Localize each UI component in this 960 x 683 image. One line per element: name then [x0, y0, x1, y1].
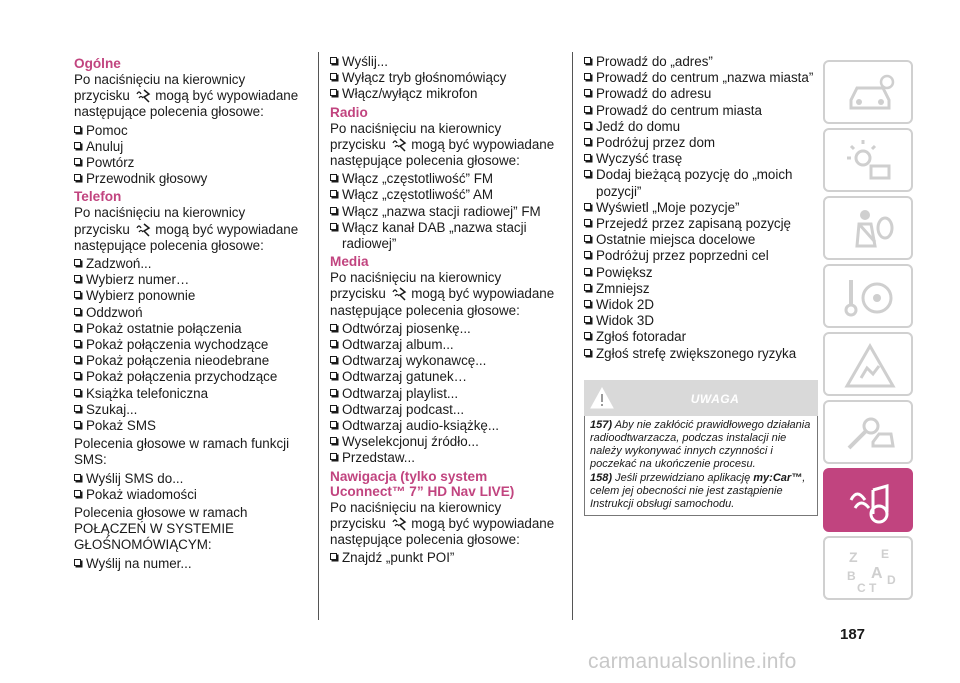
list-item: Wyłącz tryb głośnomówiący: [330, 70, 558, 86]
index-letter: Z: [849, 549, 858, 565]
alphabet-index-icon: [843, 546, 897, 594]
section-general: [74, 56, 302, 187]
list-item: Pokaż SMS: [74, 418, 302, 434]
list-item: Wyselekcjonuj źródło...: [330, 434, 558, 450]
section-intro: Po naciśnięciu na kierownicy przycisku mogą być wypowiadane następujące polecenia głosowe:: [74, 72, 299, 120]
list-item: Przewodnik głosowy: [74, 171, 302, 187]
section-phone: [74, 189, 302, 571]
list-item: Anuluj: [74, 139, 302, 155]
list-item: Włącz/wyłącz mikrofon: [330, 86, 558, 102]
warning-note-1: 157) Aby nie zakłócić prawidłowego działania radioodtwarzacza, podczas instalacji nie należy wykonywać innych czynności i poczekać na ukończenie procesu.: [590, 418, 811, 471]
warning-title: UWAGA: [690, 391, 740, 406]
warning-body: [584, 416, 818, 516]
tab-index[interactable]: [823, 536, 913, 600]
section-intro: Po naciśnięciu na kierownicy przycisku mogą być wypowiadane następujące polecenia głosowe:: [330, 120, 555, 169]
list-item: Pokaż połączenia nieodebrane: [74, 353, 302, 369]
command-list: [74, 256, 302, 434]
list-item: Powiększ: [584, 265, 820, 281]
list-item: Włącz kanał DAB „nazwa stacji radiowej”: [330, 220, 558, 252]
list-item: Odtwórzaj piosenkę...: [330, 321, 558, 337]
command-list: [74, 556, 302, 572]
list-item: Podróżuj przez dom: [584, 135, 820, 151]
command-list: [330, 54, 558, 103]
list-item: Wyczyść trasę: [584, 151, 820, 167]
section-heading: Ogólne: [74, 56, 121, 71]
list-item: Przejedź przez zapisaną pozycję: [584, 216, 820, 232]
column-3: [584, 54, 820, 516]
index-letter: E: [881, 547, 890, 561]
list-item: Wybierz ponownie: [74, 288, 302, 304]
command-list: [330, 321, 558, 467]
command-list: [584, 54, 820, 362]
list-item: Ostatnie miejsca docelowe: [584, 232, 820, 248]
list-item: Pokaż połączenia wychodzące: [74, 337, 302, 353]
list-item: Pokaż ostatnie połączenia: [74, 321, 302, 337]
list-item: Znajdź „punkt POI”: [330, 550, 558, 566]
index-letter: D: [887, 573, 896, 587]
list-item: Wyślij SMS do...: [74, 471, 302, 487]
tab-lights[interactable]: [823, 128, 913, 192]
voice-command-icon: [391, 517, 407, 531]
lights-icon: [843, 138, 897, 186]
list-item: Odtwarzaj podcast...: [330, 402, 558, 418]
tab-emergency[interactable]: [823, 332, 913, 396]
command-list: [74, 471, 302, 503]
command-list: [330, 171, 558, 252]
warning-triangle-icon: [843, 342, 897, 390]
watermark: carmanualsonline.info: [588, 650, 797, 673]
column-1: [74, 54, 302, 574]
list-item: Podróżuj przez poprzedni cel: [584, 248, 820, 264]
command-list: [74, 123, 302, 188]
list-item: Jedź do domu: [584, 119, 820, 135]
tab-dashboard[interactable]: [823, 60, 913, 124]
section-media: [330, 254, 558, 466]
list-item: Dodaj bieżącą pozycję do „moich pozycji”: [584, 167, 820, 199]
section-heading: Telefon: [74, 189, 122, 205]
command-list: [330, 550, 558, 566]
index-letter: T: [869, 581, 877, 594]
list-item: Odtwarzaj album...: [330, 337, 558, 353]
voice-command-icon: [135, 223, 151, 237]
chapter-tabs: [823, 60, 913, 604]
section-intro: Po naciśnięciu na kierownicy przycisku mogą być wypowiadane następujące polecenia głosowe:: [330, 499, 555, 548]
list-item: Włącz „nazwa stacji radiowej” FM: [330, 204, 558, 220]
tab-safety[interactable]: [823, 196, 913, 260]
section-heading: Media: [330, 254, 369, 270]
key-steering-icon: [843, 274, 897, 322]
index-letter: C: [857, 581, 866, 594]
list-item: Odtwarzaj wykonawcę...: [330, 353, 558, 369]
index-letter: A: [871, 565, 883, 582]
car-dashboard-icon: [843, 70, 897, 118]
voice-command-icon: [391, 138, 407, 152]
index-letter: B: [847, 569, 856, 583]
page-number: 187: [840, 626, 866, 643]
warning-header: [584, 380, 818, 416]
tab-starting[interactable]: [823, 264, 913, 328]
list-item: Odtwarzaj playlist...: [330, 386, 558, 402]
list-item: Przedstaw...: [330, 450, 558, 466]
handsfree-text: Polecenia głosowe w ramach POŁĄCZEŃ W SYSTEMIE GŁOŚNOMÓWIĄCYM:: [74, 505, 248, 553]
list-item: Włącz „częstotliwość” AM: [330, 187, 558, 203]
list-item: Zgłoś strefę zwiększonego ryzyka: [584, 346, 820, 362]
section-intro: Po naciśnięciu na kierownicy przycisku mogą być wypowiadane następujące polecenia głosowe:: [74, 205, 299, 253]
list-item: Prowadź do centrum „nazwa miasta”: [584, 70, 820, 86]
list-item: Szukaj...: [74, 402, 302, 418]
list-item: Zadzwoń...: [74, 256, 302, 272]
section-heading: Radio: [330, 104, 368, 120]
list-item: Wyślij...: [330, 54, 558, 70]
column-divider: [572, 52, 573, 620]
tools-car-icon: [843, 410, 897, 458]
list-item: Zmniejsz: [584, 281, 820, 297]
column-2: [330, 54, 558, 568]
seatbelt-airbag-icon: [843, 206, 897, 254]
list-item: Zgłoś fotoradar: [584, 329, 820, 345]
list-item: Książka telefoniczna: [74, 386, 302, 402]
sms-text: Polecenia głosowe w ramach funkcji SMS:: [74, 436, 290, 468]
list-item: Pokaż połączenia przychodzące: [74, 369, 302, 385]
list-item: Włącz „częstotliwość” FM: [330, 171, 558, 187]
list-item: Pomoc: [74, 123, 302, 139]
column-divider: [318, 52, 319, 620]
list-item: Odtwarzaj gatunek…: [330, 369, 558, 385]
list-item: Prowadź do centrum miasta: [584, 103, 820, 119]
list-item: Prowadź do adresu: [584, 86, 820, 102]
section-intro: Po naciśnięciu na kierownicy przycisku mogą być wypowiadane następujące polecenia głosowe:: [330, 270, 555, 318]
multimedia-icon: [843, 478, 897, 526]
list-item: Wyświetl „Moje pozycje”: [584, 200, 820, 216]
list-item: Pokaż wiadomości: [74, 487, 302, 503]
list-item: Widok 3D: [584, 313, 820, 329]
section-heading: Nawigacja (tylko system Uconnect™ 7” HD Nav LIVE): [330, 468, 515, 499]
list-item: Wybierz numer…: [74, 272, 302, 288]
list-item: Prowadź do „adres”: [584, 54, 820, 70]
list-item: Widok 2D: [584, 297, 820, 313]
list-item: Oddzwoń: [74, 305, 302, 321]
section-navigation: [330, 469, 558, 567]
warning-box: [584, 380, 818, 516]
list-item: Wyślij na numer...: [74, 556, 302, 572]
section-radio: [330, 105, 558, 253]
voice-command-icon: [391, 287, 407, 301]
list-item: Odtwarzaj audio-książkę...: [330, 418, 558, 434]
voice-command-icon: [135, 89, 151, 103]
warning-note-2: 158) Jeśli przewidziano aplikację my:Car™, celem jej obecności nie jest zastąpienie Instrukcji obsługi samochodu.: [590, 471, 806, 511]
list-item: Powtórz: [74, 155, 302, 171]
tab-maintenance[interactable]: [823, 400, 913, 464]
tab-multimedia[interactable]: [823, 468, 913, 532]
